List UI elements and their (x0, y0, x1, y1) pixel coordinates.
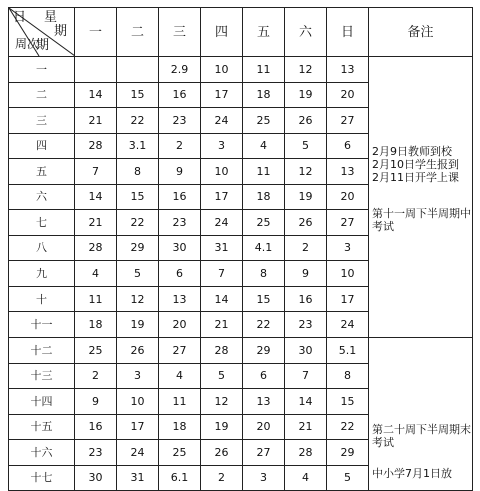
date-cell: 27 (159, 338, 201, 364)
date-cell: 11 (159, 389, 201, 415)
date-cell: 23 (159, 210, 201, 236)
week-number: 五 (9, 159, 75, 185)
date-cell: 4.1 (243, 235, 285, 261)
date-cell: 15 (117, 184, 159, 210)
date-cell: 15 (117, 82, 159, 108)
week-number: 一 (9, 57, 75, 83)
date-cell: 25 (75, 338, 117, 364)
date-cell: 2 (201, 465, 243, 491)
date-cell (117, 57, 159, 83)
week-number: 十四 (9, 389, 75, 415)
date-cell: 7 (285, 363, 327, 389)
date-cell: 9 (285, 261, 327, 287)
date-cell: 27 (243, 440, 285, 466)
corner-ri: 日 (13, 10, 27, 25)
date-cell: 30 (159, 235, 201, 261)
date-cell: 16 (159, 82, 201, 108)
date-cell: 21 (285, 414, 327, 440)
date-cell: 21 (201, 312, 243, 338)
notes-first-half (369, 57, 473, 338)
date-cell: 28 (285, 440, 327, 466)
week-number: 十六 (9, 440, 75, 466)
date-cell: 18 (243, 82, 285, 108)
date-cell: 7 (75, 159, 117, 185)
date-cell: 18 (243, 184, 285, 210)
date-cell: 5 (285, 133, 327, 159)
date-cell: 28 (75, 235, 117, 261)
week-row (9, 338, 473, 364)
date-cell: 28 (201, 338, 243, 364)
date-cell: 4 (285, 465, 327, 491)
week-row (9, 57, 473, 83)
date-cell (75, 57, 117, 83)
date-cell: 6 (159, 261, 201, 287)
date-cell: 7 (201, 261, 243, 287)
date-cell: 12 (285, 57, 327, 83)
week-number: 三 (9, 108, 75, 134)
date-cell: 17 (201, 82, 243, 108)
date-cell: 2 (75, 363, 117, 389)
date-cell: 4 (75, 261, 117, 287)
date-cell: 8 (117, 159, 159, 185)
date-cell: 6.1 (159, 465, 201, 491)
date-cell: 25 (159, 440, 201, 466)
header-notes: 备注 (369, 8, 473, 57)
date-cell: 5.1 (327, 338, 369, 364)
date-cell: 13 (327, 159, 369, 185)
date-cell: 26 (201, 440, 243, 466)
date-cell: 3 (117, 363, 159, 389)
date-cell: 17 (201, 184, 243, 210)
date-cell: 21 (75, 108, 117, 134)
date-cell: 14 (201, 286, 243, 312)
date-cell: 26 (117, 338, 159, 364)
date-cell: 3.1 (117, 133, 159, 159)
date-cell: 2 (285, 235, 327, 261)
date-cell: 26 (285, 210, 327, 236)
date-cell: 10 (201, 159, 243, 185)
week-number: 十二 (9, 338, 75, 364)
date-cell: 30 (285, 338, 327, 364)
date-cell: 30 (75, 465, 117, 491)
date-cell: 31 (201, 235, 243, 261)
date-cell: 28 (75, 133, 117, 159)
date-cell: 29 (117, 235, 159, 261)
notes-second-half (369, 338, 473, 491)
date-cell: 23 (75, 440, 117, 466)
date-cell: 27 (327, 108, 369, 134)
date-cell: 10 (201, 57, 243, 83)
date-cell: 27 (327, 210, 369, 236)
week-number: 七 (9, 210, 75, 236)
date-cell: 22 (117, 108, 159, 134)
date-cell: 3 (201, 133, 243, 159)
week-number: 十七 (9, 465, 75, 491)
date-cell: 18 (75, 312, 117, 338)
week-number: 十三 (9, 363, 75, 389)
date-cell: 20 (159, 312, 201, 338)
date-cell: 22 (117, 210, 159, 236)
date-cell: 29 (327, 440, 369, 466)
corner-zhouci: 周次 (15, 37, 40, 51)
date-cell: 10 (117, 389, 159, 415)
date-cell: 11 (243, 159, 285, 185)
date-cell: 6 (243, 363, 285, 389)
date-cell: 26 (285, 108, 327, 134)
week-number: 二 (9, 82, 75, 108)
header-day-thu: 四 (201, 8, 243, 57)
date-cell: 20 (243, 414, 285, 440)
date-cell: 13 (327, 57, 369, 83)
date-cell: 20 (327, 184, 369, 210)
date-cell: 4 (243, 133, 285, 159)
note-midterm: 第十一周下半周期中考试 (372, 207, 471, 233)
date-cell: 25 (243, 108, 285, 134)
date-cell: 19 (201, 414, 243, 440)
date-cell: 5 (117, 261, 159, 287)
date-cell: 24 (201, 108, 243, 134)
date-cell: 16 (159, 184, 201, 210)
date-cell: 13 (243, 389, 285, 415)
header-day-sun: 日 (327, 8, 369, 57)
date-cell: 14 (75, 82, 117, 108)
date-cell: 31 (117, 465, 159, 491)
date-cell: 19 (285, 184, 327, 210)
date-cell: 20 (327, 82, 369, 108)
date-cell: 15 (243, 286, 285, 312)
header-row (9, 8, 473, 57)
date-cell: 5 (327, 465, 369, 491)
date-cell: 2.9 (159, 57, 201, 83)
week-number: 八 (9, 235, 75, 261)
date-cell: 3 (243, 465, 285, 491)
date-cell: 21 (75, 210, 117, 236)
date-cell: 13 (159, 286, 201, 312)
header-day-sat: 六 (285, 8, 327, 57)
date-cell: 24 (201, 210, 243, 236)
week-number: 十五 (9, 414, 75, 440)
date-cell: 2 (159, 133, 201, 159)
date-cell: 18 (159, 414, 201, 440)
date-cell: 9 (159, 159, 201, 185)
date-cell: 8 (243, 261, 285, 287)
date-cell: 12 (117, 286, 159, 312)
header-day-mon: 一 (75, 8, 117, 57)
note-opening: 2月9日教师到校 2月10日学生报到 2月11日开学上课 (372, 145, 459, 184)
corner-header (9, 8, 75, 57)
date-cell: 24 (327, 312, 369, 338)
date-cell: 22 (327, 414, 369, 440)
date-cell: 17 (327, 286, 369, 312)
date-cell: 23 (285, 312, 327, 338)
date-cell: 11 (243, 57, 285, 83)
date-cell: 8 (327, 363, 369, 389)
week-number: 九 (9, 261, 75, 287)
date-cell: 5 (201, 363, 243, 389)
header-day-fri: 五 (243, 8, 285, 57)
date-cell: 10 (327, 261, 369, 287)
week-number: 十 (9, 286, 75, 312)
date-cell: 29 (243, 338, 285, 364)
date-cell: 16 (285, 286, 327, 312)
date-cell: 12 (285, 159, 327, 185)
corner-xing: 星 (44, 10, 58, 25)
date-cell: 4 (159, 363, 201, 389)
date-cell: 19 (117, 312, 159, 338)
date-cell: 6 (327, 133, 369, 159)
date-cell: 24 (117, 440, 159, 466)
date-cell: 17 (117, 414, 159, 440)
school-calendar-table (8, 7, 473, 491)
date-cell: 12 (201, 389, 243, 415)
note-final-exam: 第二十周下半周期末考试 (372, 423, 471, 449)
date-cell: 16 (75, 414, 117, 440)
date-cell: 14 (285, 389, 327, 415)
header-day-tue: 二 (117, 8, 159, 57)
date-cell: 15 (327, 389, 369, 415)
date-cell: 25 (243, 210, 285, 236)
date-cell: 14 (75, 184, 117, 210)
date-cell: 11 (75, 286, 117, 312)
note-holiday: 中小学7月1日放 (372, 467, 452, 480)
date-cell: 23 (159, 108, 201, 134)
date-cell: 3 (327, 235, 369, 261)
week-number: 六 (9, 184, 75, 210)
date-cell: 22 (243, 312, 285, 338)
corner-qi-2: 期 (36, 38, 50, 53)
header-day-wed: 三 (159, 8, 201, 57)
corner-qi: 期 (54, 24, 68, 39)
date-cell: 9 (75, 389, 117, 415)
calendar-body (9, 57, 473, 491)
date-cell: 19 (285, 82, 327, 108)
week-number: 四 (9, 133, 75, 159)
week-number: 十一 (9, 312, 75, 338)
